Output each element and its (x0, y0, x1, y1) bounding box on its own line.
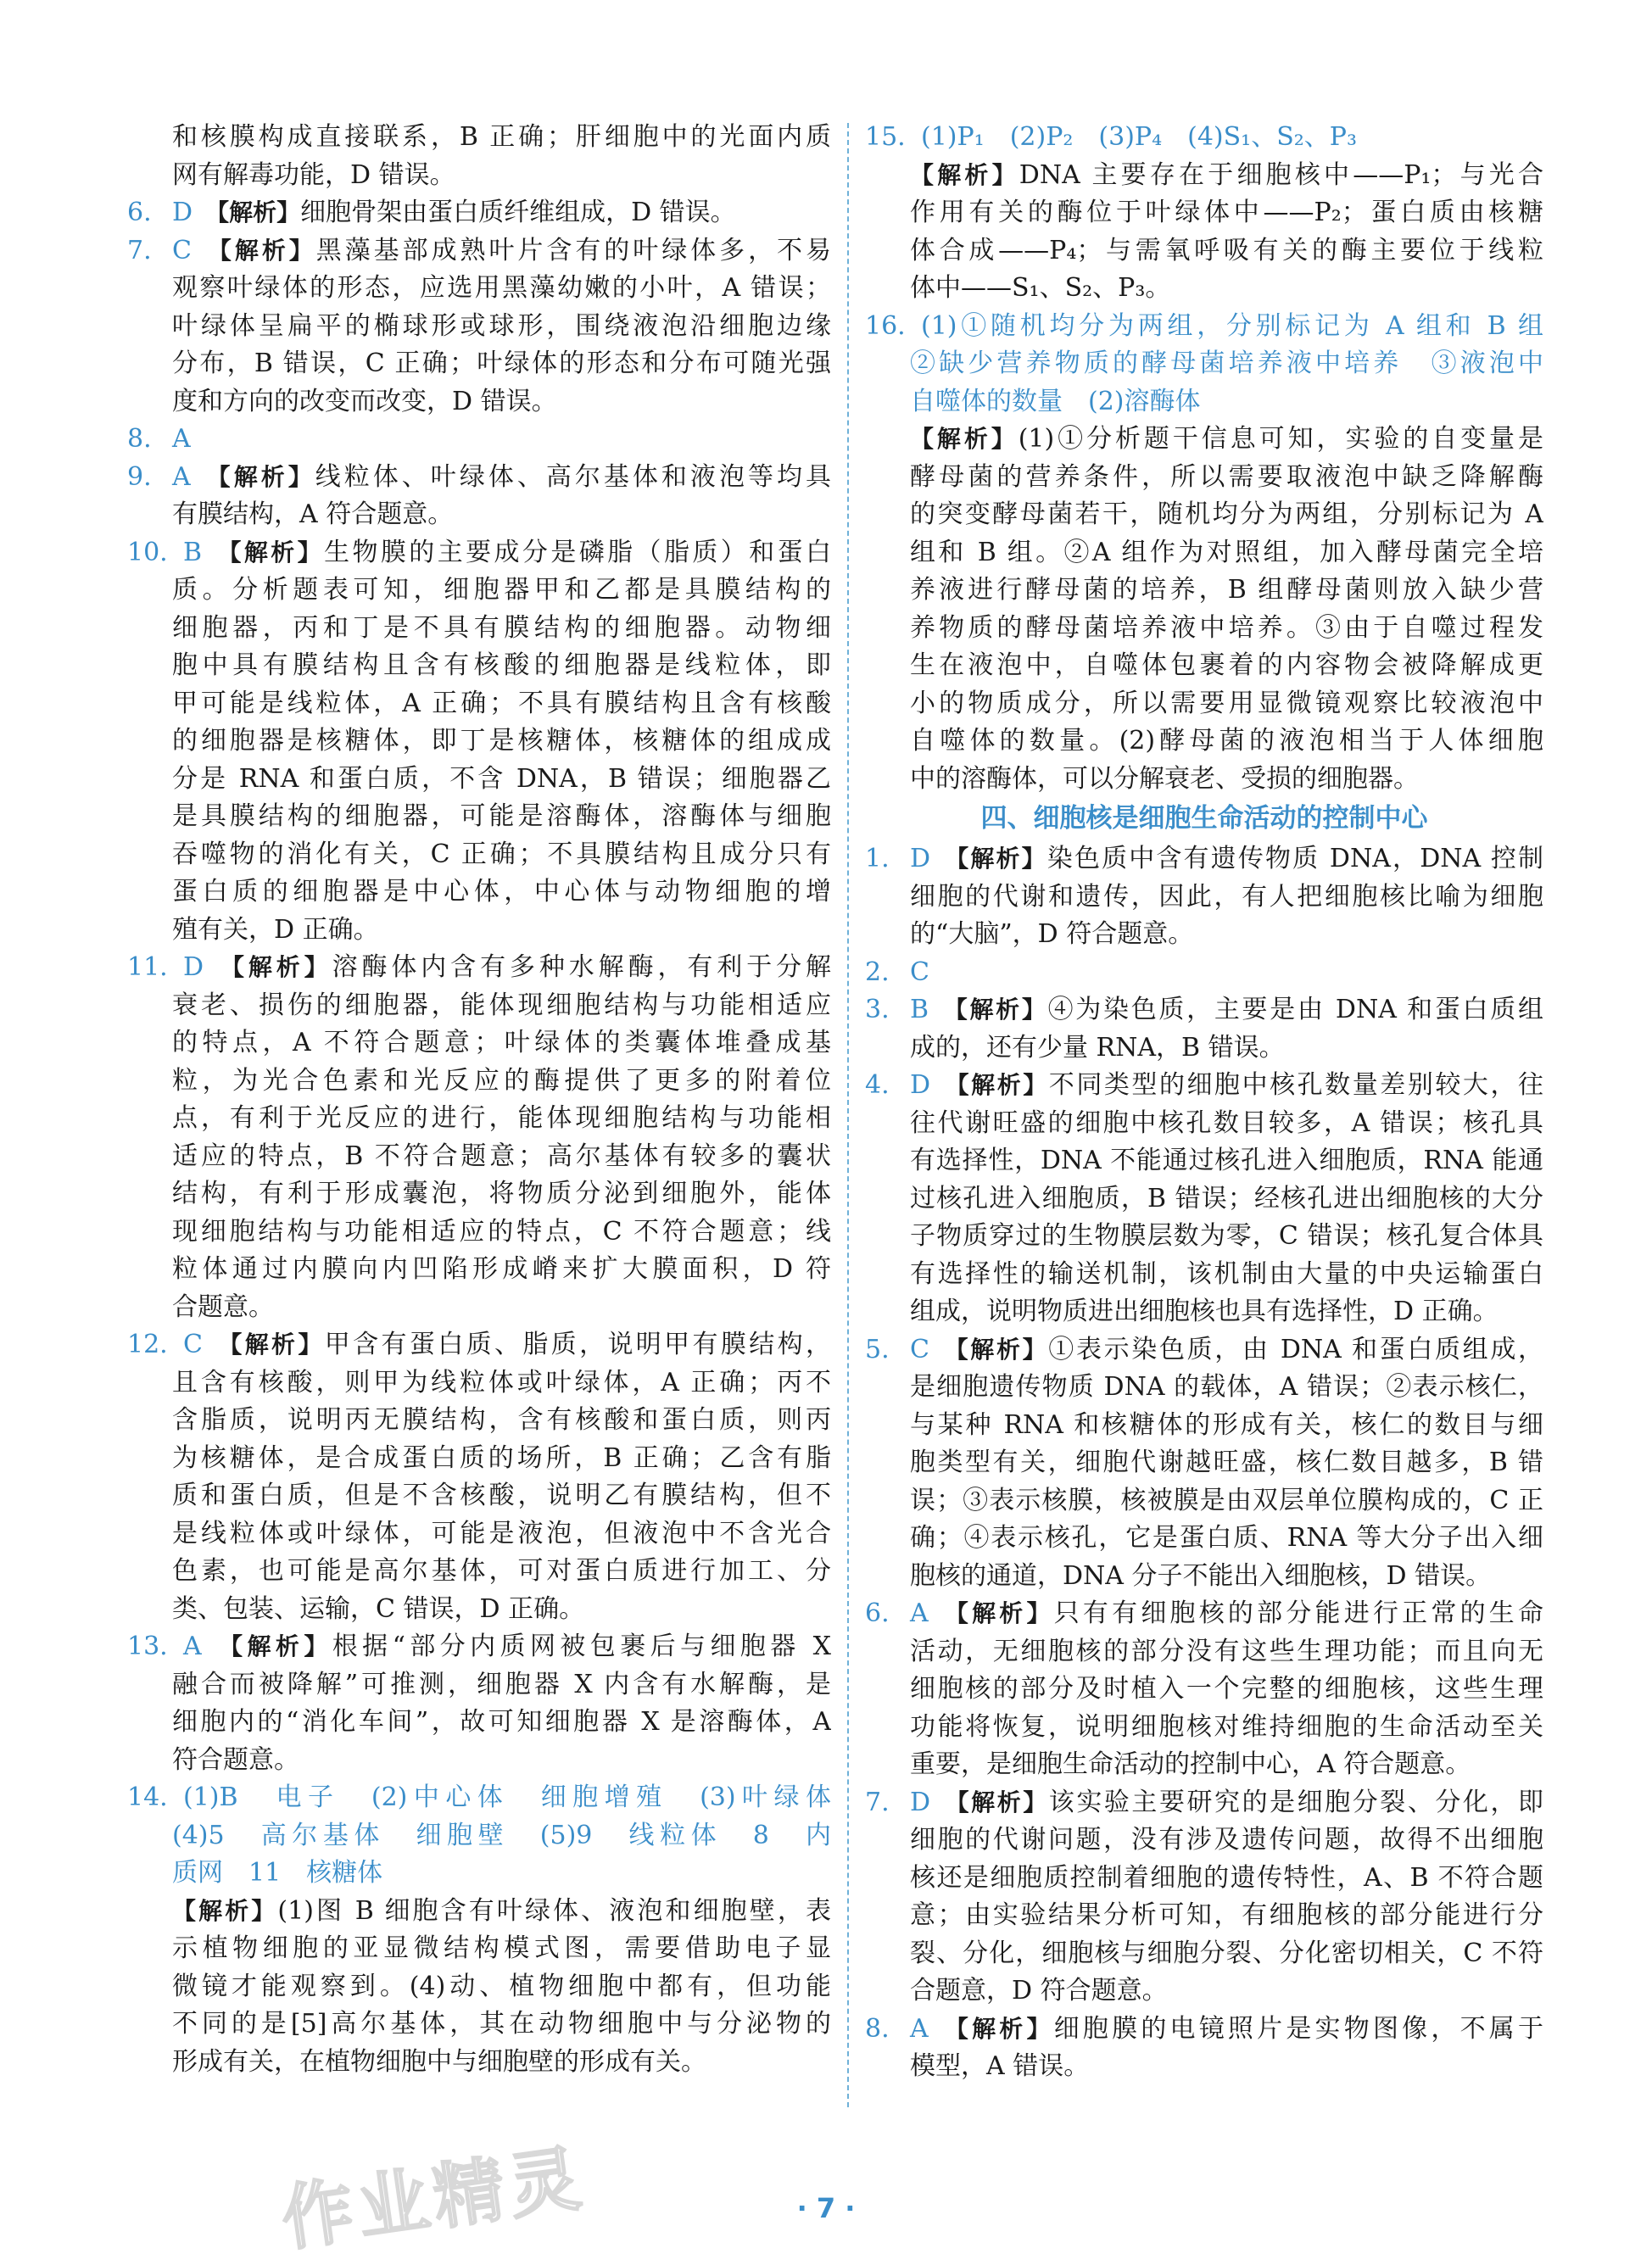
explanation-text: 色素，也可能是高尔基体，可对蛋白质进行加工、分 (172, 1556, 831, 1586)
answer-choice: C (910, 1334, 929, 1364)
explanation-text: 自噬体的数量。(2)酵母菌的液泡相当于人体细胞 (910, 726, 1543, 756)
text-line (127, 761, 831, 799)
text-line (127, 1968, 831, 2006)
explanation-text: 吞噬物的消化有关，C 正确；不具膜结构且成分只有 (172, 839, 831, 869)
answer-text: (1)P₁ (2)P₂ (3)P₄ (4)S₁、S₂、P₃ (921, 122, 1357, 152)
answer-choice: A (172, 424, 191, 454)
explanation-text: 适应的特点，B 不符合题意；高尔基体有较多的囊状 (172, 1141, 831, 1171)
explanation-text: (1)图 B 细胞含有叶绿体、液泡和细胞壁，表 (277, 1895, 831, 1926)
explanation-text: 细胞的代谢问题，没有涉及遗传问题，故得不出细胞 (910, 1825, 1543, 1855)
analysis-tag: 【解析】 (940, 2014, 1054, 2043)
text-line (865, 610, 1543, 648)
explanation-text: 细胞核的部分及时植入一个完整的细胞核，这些生理 (910, 1674, 1543, 1704)
explanation-text: 的细胞器是核糖体，即丁是核糖体，核糖体的组成成 (172, 726, 831, 756)
explanation-text: 组和 B 组。②A 组作为对照组，加入酵母菌完全培 (910, 537, 1543, 567)
text-line (865, 685, 1543, 723)
explanation-text: 有膜结构，A 符合题意。 (172, 499, 454, 529)
explanation-text: 根据“部分内质网被包裹后与细胞器 X (332, 1632, 831, 1661)
question-number: 1. (865, 844, 890, 873)
explanation-text: 细胞器，丙和丁是不具有膜结构的细胞器。动物细 (172, 612, 831, 643)
text-line (127, 1213, 831, 1252)
explanation-text: 度和方向的改变而改变，D 错误。 (172, 386, 557, 416)
explanation-text: 核还是细胞质控制着细胞的遗传特性，A、B 不符合题 (910, 1862, 1543, 1893)
explanation-text: 结构，有利于形成囊泡，将物质分泌到细胞外，能体 (172, 1179, 831, 1208)
text-line (127, 421, 831, 459)
text-line (865, 1633, 1543, 1671)
text-line (865, 119, 1543, 157)
explanation-text: 质和蛋白质，但是不含核酸，说明乙有膜结构，但不 (172, 1481, 831, 1510)
text-line (865, 1897, 1543, 1935)
text-line (865, 1407, 1543, 1445)
text-line (127, 232, 831, 271)
explanation-text: 质。分析题表可知，细胞器甲和乙都是具膜结构的 (172, 575, 831, 605)
left-column (127, 119, 831, 2081)
answer-choice: D (910, 844, 931, 873)
explanation-text: 体合成——P₄；与需氧呼吸有关的酶主要位于线粒 (910, 235, 1543, 265)
text-line (865, 345, 1543, 383)
text-line (127, 2006, 831, 2044)
text-line (865, 1520, 1543, 1558)
text-line (127, 1930, 831, 1968)
explanation-text: 往代谢旺盛的细胞中核孔数目较多，A 错误；核孔具 (910, 1107, 1543, 1138)
section-title: 四、细胞核是细胞生命活动的控制中心 (980, 803, 1428, 834)
text-line (865, 1369, 1543, 1407)
text-line (127, 534, 831, 572)
explanation-text: 网有解毒功能，D 错误。 (172, 159, 455, 190)
explanation-text: 的特点，A 不符合题意；叶绿体的类囊体堆叠成基 (172, 1028, 831, 1057)
explanation-text: 粒，为光合色素和光反应的酶提供了更多的附着位 (172, 1065, 831, 1096)
text-line (865, 1180, 1543, 1219)
text-line (865, 1671, 1543, 1709)
text-line (127, 1440, 831, 1478)
text-line (865, 308, 1543, 346)
text-line (865, 1746, 1543, 1784)
text-line (865, 1860, 1543, 1898)
analysis-tag: 【解析】 (215, 1331, 325, 1358)
explanation-text: 的突变酵母菌若干，随机均分为两组，分别标记为 A (910, 499, 1543, 529)
explanation-text: 酵母菌的营养条件，所以需要取液泡中缺乏降解酶 (910, 461, 1543, 492)
answer-choice: D (172, 198, 193, 227)
text-line (865, 1218, 1543, 1256)
analysis-tag: 【解析】 (910, 160, 1019, 189)
text-line (865, 840, 1543, 879)
text-line (865, 1331, 1543, 1370)
text-line (127, 1138, 831, 1176)
explanation-text: 中的溶酶体，可以分解衰老、受损的细胞器。 (910, 763, 1419, 794)
explanation-text: 该实验主要研究的是细胞分裂、分化，即 (1048, 1787, 1543, 1817)
explanation-text: 且含有核酸，则甲为线粒体或叶绿体，A 正确；丙不 (172, 1367, 831, 1397)
right-column (865, 119, 1543, 2086)
text-line (127, 1817, 831, 1855)
explanation-text: 衰老、损伤的细胞器，能体现细胞结构与功能相适应 (172, 990, 831, 1020)
text-line (865, 232, 1543, 271)
question-number: 7. (127, 235, 152, 265)
text-line (127, 873, 831, 912)
text-line (865, 572, 1543, 610)
text-line (127, 1402, 831, 1440)
explanation-text: 小的物质成分，所以需要用显微镜观察比较液泡中 (910, 688, 1543, 718)
answer-text: ②缺少营养物质的酵母菌培养液中培养 ③液泡中 (910, 349, 1543, 378)
explanation-text: 胞核的通道，DNA 分子不能出入细胞核，D 错误。 (910, 1560, 1492, 1591)
answer-choice: B (910, 995, 929, 1024)
explanation-text: 形成有关，在植物细胞中与细胞壁的形成有关。 (172, 2046, 706, 2077)
explanation-text: 线粒体、叶绿体、高尔基体和液泡等均具 (315, 461, 831, 492)
explanation-text: DNA 主要存在于细胞核中——P₁；与光合 (1019, 159, 1543, 190)
explanation-text: 误；③表示核膜，核被膜是由双层单位膜构成的，C 正 (910, 1485, 1543, 1515)
text-line (865, 496, 1543, 534)
explanation-text: 点，有利于光反应的进行，能体现细胞结构与功能相 (172, 1103, 831, 1133)
explanation-text: 体中——S₁、S₂、P₃。 (910, 273, 1171, 303)
text-line (865, 2048, 1543, 2086)
explanation-text: 细胞的代谢和遗传，因此，有人把细胞核比喻为细胞 (910, 881, 1543, 912)
explanation-text: 意；由实验结果分析可知，有细胞核的部分能进行分 (910, 1900, 1543, 1930)
text-line (127, 1742, 831, 1780)
explanation-text: 微镜才能观察到。(4)动、植物细胞中都有，但功能 (172, 1971, 831, 2001)
question-number: 11. (127, 952, 168, 982)
text-line (865, 761, 1543, 799)
explanation-text: 过核孔进入细胞质，B 错误；经核孔进出细胞核的大分 (910, 1183, 1543, 1213)
analysis-tag: 【解析】 (943, 845, 1047, 873)
text-line (127, 685, 831, 723)
analysis-tag: 【解析】 (214, 1632, 332, 1660)
watermark-logo: 作业精灵 (276, 2135, 591, 2262)
text-line (127, 610, 831, 648)
text-line (127, 1515, 831, 1554)
text-line (127, 119, 831, 157)
text-line (127, 1666, 831, 1704)
text-line (865, 534, 1543, 572)
answer-text: 自噬体的数量 (2)溶酶体 (910, 386, 1201, 416)
text-line (127, 308, 831, 346)
text-line (127, 383, 831, 421)
explanation-text: ①表示染色质，由 DNA 和蛋白质组成， (1048, 1334, 1543, 1364)
explanation-text: 裂、分化，细胞核与细胞分裂、分化密切相关，C 不符 (910, 1938, 1543, 1968)
analysis-tag: 【解析】 (205, 198, 301, 226)
text-line (127, 722, 831, 761)
answer-choice: D (910, 1070, 931, 1100)
explanation-text: 子物质穿过的生物膜层数为零，C 错误；核孔复合体具 (910, 1221, 1543, 1251)
text-line (865, 459, 1543, 497)
text-line (865, 421, 1543, 459)
answer-choice: A (910, 2013, 929, 2044)
explanation-text: 粒体通过内膜向内凹陷形成嵴来扩大膜面积，D 符 (172, 1254, 831, 1284)
text-line (865, 383, 1543, 421)
answer-choice: D (910, 1787, 931, 1817)
explanation-text: 胞中具有膜结构且含有核酸的细胞器是线粒体，即 (172, 650, 831, 680)
text-line (127, 1364, 831, 1403)
explanation-text: 不同的是[5]高尔基体，其在动物细胞中与分泌物的 (172, 2009, 831, 2039)
text-line (127, 1100, 831, 1138)
text-line (127, 1251, 831, 1289)
analysis-tag: 【解析】 (941, 996, 1048, 1024)
text-line (127, 1553, 831, 1591)
question-number: 12. (127, 1330, 168, 1359)
explanation-text: 重要，是细胞生命活动的控制中心，A 符合题意。 (910, 1749, 1471, 1779)
explanation-text: 蛋白质的细胞器是中心体，中心体与动物细胞的增 (172, 877, 831, 907)
text-line (127, 194, 831, 232)
text-line (127, 572, 831, 610)
answer-text: 质网 11 核糖体 (172, 1858, 383, 1888)
text-line (865, 1482, 1543, 1520)
column-divider (847, 123, 849, 2107)
explanation-text: ④为染色质，主要是由 DNA 和蛋白质组 (1047, 995, 1543, 1024)
text-line (865, 270, 1543, 308)
question-number: 4. (865, 1070, 890, 1100)
text-line (127, 1628, 831, 1666)
explanation-text: 黑藻基部成熟叶片含有的叶绿体多，不易 (315, 235, 831, 265)
text-line (865, 1972, 1543, 2011)
explanation-text: 养液进行酵母菌的培养，B 组酵母菌则放入缺少营 (910, 575, 1543, 605)
question-number: 7. (865, 1787, 890, 1817)
analysis-tag: 【解析】 (215, 538, 325, 566)
question-number: 9. (127, 461, 152, 492)
text-line (865, 1444, 1543, 1482)
explanation-text: 细胞内的“消化车间”，故可知细胞器 X 是溶酶体，A (172, 1707, 831, 1737)
question-number: 8. (865, 2013, 890, 2044)
explanation-text: 观察叶绿体的形态，应选用黑藻幼嫩的小叶，A 错误； (172, 273, 831, 303)
text-line (865, 991, 1543, 1029)
explanation-text: 是线粒体或叶绿体，可能是液泡，但液泡中不含光合 (172, 1518, 831, 1548)
text-line (127, 647, 831, 685)
text-line (865, 916, 1543, 954)
explanation-text: 是细胞遗传物质 DNA 的载体，A 错误；②表示核仁， (910, 1372, 1543, 1402)
question-number: 6. (865, 1598, 890, 1628)
analysis-tag: 【解析】 (216, 953, 332, 981)
answer-text: (1)①随机均分为两组，分别标记为 A 组和 B 组 (921, 310, 1543, 341)
explanation-text: 生在液泡中，自噬体包裹着的内容物会被降解成更 (910, 650, 1543, 680)
question-number: 2. (865, 957, 890, 987)
answer-choice: D (183, 952, 204, 982)
explanation-text: 作用有关的酶位于叶绿体中——P₂；蛋白质由核糖 (910, 198, 1543, 227)
analysis-tag: 【解析】 (943, 1071, 1049, 1099)
explanation-text: 活动，无细胞核的部分没有这些生理功能；而且向无 (910, 1636, 1543, 1666)
text-line (127, 345, 831, 383)
explanation-text: 模型，A 错误。 (910, 2051, 1090, 2081)
text-line (127, 1779, 831, 1817)
text-line (127, 1704, 831, 1742)
answer-choice: A (910, 1598, 929, 1628)
text-line (865, 1821, 1543, 1860)
text-line (865, 1595, 1543, 1633)
text-line (127, 1591, 831, 1629)
explanation-text: 殖有关，D 正确。 (172, 914, 379, 945)
text-line (127, 157, 831, 195)
answer-choice: C (183, 1330, 203, 1359)
question-number: 13. (127, 1632, 168, 1661)
explanation-text: 合题意，D 符合题意。 (910, 1976, 1168, 2006)
question-number: 14. (127, 1782, 168, 1812)
explanation-text: 养物质的酵母菌培养液中培养。③由于自噬过程发 (910, 612, 1543, 643)
explanation-text: 分是 RNA 和蛋白质，不含 DNA，B 错误；细胞器乙 (172, 763, 831, 794)
text-line (127, 1855, 831, 1893)
explanation-text: 组成，说明物质进出细胞核也具有选择性，D 正确。 (910, 1297, 1499, 1326)
text-line (865, 1935, 1543, 1973)
question-number: 15. (865, 122, 906, 152)
analysis-tag: 【解析】 (910, 425, 1019, 453)
page-number: · 7 · (796, 2192, 856, 2224)
explanation-text: 含脂质，说明丙无膜结构，含有核酸和蛋白质，则丙 (172, 1405, 831, 1435)
question-number: 5. (865, 1334, 890, 1364)
text-line (865, 1784, 1543, 1822)
text-line (865, 1105, 1543, 1143)
explanation-text: 和核膜构成直接联系，B 正确；肝细胞中的光面内质 (172, 122, 831, 152)
answer-text: (1)B 电子 (2)中心体 细胞增殖 (3)叶绿体 (183, 1782, 831, 1812)
text-line (127, 270, 831, 308)
explanation-text: 分布，B 错误，C 正确；叶绿体的形态和分布可随光强 (172, 349, 831, 378)
analysis-tag: 【解析】 (943, 1788, 1049, 1816)
text-line (127, 459, 831, 497)
text-line (865, 954, 1543, 992)
explanation-text: 是具膜结构的细胞器，可能是溶酶体，溶酶体与细胞 (172, 801, 831, 831)
explanation-text: 成的，还有少量 RNA，B 错误。 (910, 1032, 1285, 1063)
text-line (127, 912, 831, 950)
explanation-text: 甲可能是线粒体，A 正确；不具有膜结构且含有核酸 (172, 688, 831, 718)
answer-choice: B (183, 537, 203, 567)
question-number: 6. (127, 198, 152, 227)
explanation-text: 为核糖体，是合成蛋白质的场所，B 正确；乙含有脂 (172, 1442, 831, 1473)
answer-text: (4)5 高尔基体 细胞壁 (5)9 线粒体 8 内 (172, 1820, 831, 1850)
text-line (865, 194, 1543, 232)
explanation-text: 符合题意。 (172, 1744, 299, 1775)
text-line (865, 1067, 1543, 1105)
explanation-text: (1)①分析题干信息可知，实验的自变量是 (1018, 424, 1543, 454)
explanation-text: 只有有细胞核的部分能进行正常的生命 (1053, 1598, 1543, 1628)
explanation-text: 的“大脑”，D 符合题意。 (910, 919, 1194, 949)
explanation-text: 示植物细胞的亚显微结构模式图，需要借助电子显 (172, 1933, 831, 1963)
text-line (865, 2011, 1543, 2049)
text-line (127, 1063, 831, 1101)
text-line (127, 949, 831, 987)
answer-choice: A (172, 461, 191, 492)
text-line (865, 1558, 1543, 1596)
text-line (127, 496, 831, 534)
text-line (865, 157, 1543, 195)
question-number: 8. (127, 424, 152, 454)
text-line (865, 647, 1543, 685)
text-line (865, 1029, 1543, 1068)
text-line (127, 798, 831, 836)
answer-choice: C (910, 957, 929, 987)
explanation-text: 融合而被降解”可推测，细胞器 X 内含有水解酶，是 (172, 1669, 831, 1699)
explanation-text: 胞类型有关，细胞代谢越旺盛，核仁数目越多，B 错 (910, 1448, 1543, 1477)
explanation-text: 与某种 RNA 和核糖体的形成有关，核仁的数目与细 (910, 1409, 1543, 1440)
text-line (127, 1893, 831, 1931)
text-line (127, 1024, 831, 1063)
explanation-text: 确；④表示核孔，它是蛋白质、RNA 等大分子出入细 (910, 1523, 1543, 1553)
analysis-tag: 【解析】 (941, 1335, 1049, 1364)
text-line (127, 987, 831, 1025)
text-line (865, 879, 1543, 917)
answer-choice: C (172, 235, 192, 265)
question-number: 3. (865, 995, 890, 1024)
text-line (865, 1293, 1543, 1331)
analysis-tag: 【解析】 (172, 1896, 278, 1925)
text-line (865, 1256, 1543, 1294)
explanation-text: 溶酶体内含有多种水解酶，有利于分解 (332, 952, 831, 982)
analysis-tag: 【解析】 (203, 462, 315, 491)
answer-choice: A (183, 1632, 202, 1661)
question-number: 10. (127, 537, 168, 567)
question-number: 16. (865, 310, 906, 341)
text-line (127, 1477, 831, 1515)
explanation-text: 功能将恢复，说明细胞核对维持细胞的生命活动至关 (910, 1711, 1543, 1742)
explanation-text: 现细胞结构与功能相适应的特点，C 不符合题意；线 (172, 1216, 831, 1247)
text-line (865, 1709, 1543, 1747)
explanation-text: 生物膜的主要成分是磷脂（脂质）和蛋白 (324, 537, 831, 567)
text-line (127, 836, 831, 874)
explanation-text: 不同类型的细胞中核孔数量差别较大，往 (1048, 1070, 1543, 1100)
explanation-text: 细胞膜的电镜照片是实物图像，不属于 (1053, 2013, 1543, 2044)
text-line (127, 1175, 831, 1213)
explanation-text: 类、包装、运输，C 错误，D 正确。 (172, 1593, 585, 1624)
text-line (865, 722, 1543, 761)
text-line (127, 1326, 831, 1364)
explanation-text: 合题意。 (172, 1291, 274, 1322)
text-line (127, 2044, 831, 2082)
analysis-tag: 【解析】 (940, 1599, 1054, 1627)
explanation-text: 叶绿体呈扁平的椭球形或球形，围绕液泡沿细胞边缘 (172, 310, 831, 341)
text-line (865, 1142, 1543, 1180)
explanation-text: 细胞骨架由蛋白质纤维组成，D 错误。 (300, 198, 736, 227)
explanation-text: 有选择性的输送机制，该机制由大量的中央运输蛋白 (910, 1258, 1543, 1289)
explanation-text: 有选择性，DNA 不能通过核孔进入细胞质，RNA 能通 (910, 1146, 1543, 1175)
explanation-text: 甲含有蛋白质、脂质，说明甲有膜结构， (324, 1330, 831, 1359)
text-line (127, 1289, 831, 1327)
explanation-text: 染色质中含有遗传物质 DNA，DNA 控制 (1046, 844, 1543, 873)
analysis-tag: 【解析】 (204, 236, 316, 265)
